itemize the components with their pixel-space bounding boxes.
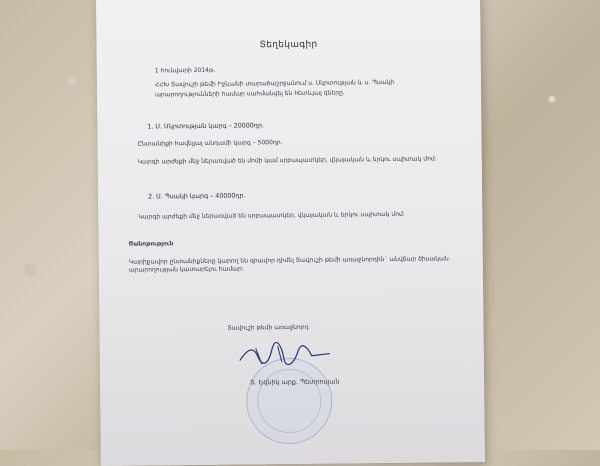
stamp-seal	[246, 358, 333, 445]
item-wedding: 2. Ս. Պսակի կարգ – 40000դր.	[148, 192, 246, 201]
intro-line-2: արարողությունների համար սահմանվել են հետևյալ գները.	[155, 89, 345, 99]
signature-title: Տավուշի թեմի առաջնորդ	[227, 323, 309, 332]
item-baptism-note-1: Ընտանիքի հավելյալ անդամի կարգ – 5000դր.	[137, 139, 283, 148]
document-date: 1 հունվարի 2014թ.	[154, 66, 216, 75]
notice-heading: Ծանոթություն	[128, 241, 174, 248]
signatory-name: Տ. Եզնիկ արք. Պետրոսյան	[250, 377, 340, 387]
document-title: Տեղեկագիր	[259, 39, 318, 51]
item-baptism-note-2: Կարգի արժեքի մեջ ներառված են մոմի կամ սրբապատկեր, վկայական և երկու սպիտակ մոմ:	[137, 155, 437, 166]
item-baptism: 1. Ս. Մկրտության կարգ – 20000դր.	[147, 122, 264, 131]
intro-line-1: ՀՀԽ Տավուշի թեմի Իջևանի տարածաշրջանում ս. Սկրտության և ս. Պսակի	[154, 78, 395, 89]
item-wedding-note: Կարգի արժեքի մեջ ներառված են սրբապատկեր, վկայական և երկու սպիտակ մոմ:	[138, 210, 405, 221]
document-sheet	[96, 0, 485, 466]
handwritten-signature	[238, 342, 334, 369]
notice-text: Կարիքավոր ընտանիքները կարող են գրավոր դիմել Տավուշի թեմի առաջնորդին` անվճար ծիսական արարողության կատարելու համար:	[128, 255, 449, 274]
